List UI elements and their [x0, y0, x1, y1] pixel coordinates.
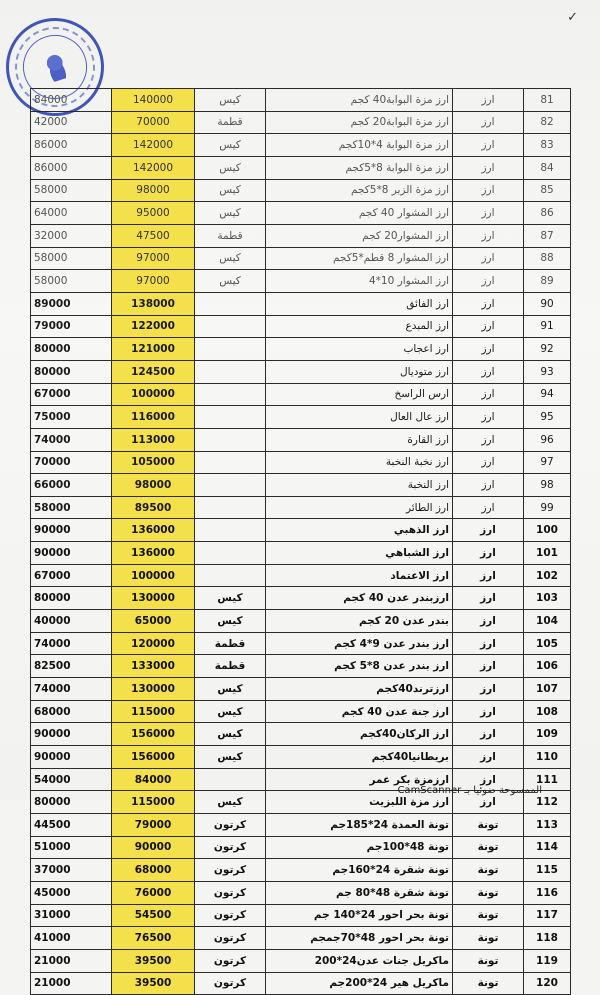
category-cell: ارز — [453, 746, 524, 769]
category-cell: تونة — [453, 836, 524, 859]
old-price-cell: 41000 — [31, 927, 112, 950]
new-price-cell: 142000 — [112, 134, 195, 157]
old-price-cell: 21000 — [31, 949, 112, 972]
row-number-cell: 108 — [524, 700, 571, 723]
category-cell: ارز — [453, 406, 524, 429]
old-price-cell: 64000 — [31, 202, 112, 225]
new-price-cell: 122000 — [112, 315, 195, 338]
category-cell: ارز — [453, 292, 524, 315]
category-cell: ارز — [453, 496, 524, 519]
unit-cell: كيس — [195, 156, 266, 179]
new-price-cell: 156000 — [112, 746, 195, 769]
category-cell: ارز — [453, 519, 524, 542]
category-cell: تونة — [453, 927, 524, 950]
table-row — [31, 383, 571, 406]
unit-cell — [195, 338, 266, 361]
row-number-cell: 97 — [524, 451, 571, 474]
table-row — [31, 360, 571, 383]
old-price-cell: 86000 — [31, 134, 112, 157]
category-cell: ارز — [453, 655, 524, 678]
old-price-cell: 68000 — [31, 700, 112, 723]
category-cell: ارز — [453, 247, 524, 270]
new-price-cell: 79000 — [112, 814, 195, 837]
table-row — [31, 156, 571, 179]
old-price-cell: 79000 — [31, 315, 112, 338]
item-name-cell: ارز بندر عدن 9*4 كجم — [266, 632, 453, 655]
new-price-cell: 100000 — [112, 564, 195, 587]
unit-cell — [195, 451, 266, 474]
unit-cell — [195, 519, 266, 542]
row-number-cell: 88 — [524, 247, 571, 270]
new-price-cell: 89500 — [112, 496, 195, 519]
item-name-cell: ارزترند40كجم — [266, 678, 453, 701]
item-name-cell: ارز بندر عدن 8*5 كجم — [266, 655, 453, 678]
old-price-cell: 75000 — [31, 406, 112, 429]
item-name-cell: ارز مزة البوابة 4*10كجم — [266, 134, 453, 157]
table-row — [31, 746, 571, 769]
unit-cell: كيس — [195, 700, 266, 723]
row-number-cell: 93 — [524, 360, 571, 383]
table-row — [31, 700, 571, 723]
new-price-cell: 97000 — [112, 247, 195, 270]
category-cell: ارز — [453, 678, 524, 701]
category-cell: ارز — [453, 451, 524, 474]
new-price-cell: 90000 — [112, 836, 195, 859]
unit-cell — [195, 406, 266, 429]
old-price-cell: 67000 — [31, 383, 112, 406]
unit-cell: كرتون — [195, 814, 266, 837]
old-price-cell: 44500 — [31, 814, 112, 837]
category-cell: ارز — [453, 111, 524, 134]
item-name-cell: ارز مزة الزبر 8*5كجم — [266, 179, 453, 202]
item-name-cell: ماكريل جنات عدن24*200 — [266, 949, 453, 972]
table-row — [31, 406, 571, 429]
unit-cell: كرتون — [195, 881, 266, 904]
new-price-cell: 124500 — [112, 360, 195, 383]
old-price-cell: 32000 — [31, 224, 112, 247]
row-number-cell: 104 — [524, 610, 571, 633]
category-cell: ارز — [453, 89, 524, 112]
category-cell: ارز — [453, 723, 524, 746]
row-number-cell: 114 — [524, 836, 571, 859]
new-price-cell: 113000 — [112, 428, 195, 451]
unit-cell: كيس — [195, 270, 266, 293]
new-price-cell: 115000 — [112, 700, 195, 723]
item-name-cell: ارز المشوار20 كجم — [266, 224, 453, 247]
old-price-cell: 58000 — [31, 247, 112, 270]
item-name-cell: ارز الطائر — [266, 496, 453, 519]
unit-cell — [195, 496, 266, 519]
row-number-cell: 91 — [524, 315, 571, 338]
old-price-cell: 84000 — [31, 89, 112, 112]
item-name-cell: ارز اعجاب — [266, 338, 453, 361]
unit-cell: قطمة — [195, 655, 266, 678]
row-number-cell: 94 — [524, 383, 571, 406]
unit-cell: كيس — [195, 247, 266, 270]
row-number-cell: 117 — [524, 904, 571, 927]
unit-cell — [195, 542, 266, 565]
item-name-cell: ارز مزة البوابة20 كجم — [266, 111, 453, 134]
old-price-cell: 31000 — [31, 904, 112, 927]
unit-cell: كرتون — [195, 859, 266, 882]
table-row — [31, 224, 571, 247]
new-price-cell: 100000 — [112, 383, 195, 406]
table-row — [31, 610, 571, 633]
table-row — [31, 292, 571, 315]
row-number-cell: 120 — [524, 972, 571, 995]
new-price-cell: 136000 — [112, 542, 195, 565]
category-cell: ارز — [453, 383, 524, 406]
unit-cell: كيس — [195, 723, 266, 746]
new-price-cell: 39500 — [112, 972, 195, 995]
table-row — [31, 904, 571, 927]
table-row — [31, 655, 571, 678]
old-price-cell: 90000 — [31, 542, 112, 565]
unit-cell: قطمة — [195, 632, 266, 655]
category-cell: ارز — [453, 564, 524, 587]
category-cell: ارز — [453, 428, 524, 451]
item-name-cell: تونة 48*100جم — [266, 836, 453, 859]
old-price-cell: 58000 — [31, 270, 112, 293]
old-price-cell: 37000 — [31, 859, 112, 882]
new-price-cell: 97000 — [112, 270, 195, 293]
category-cell: ارز — [453, 224, 524, 247]
old-price-cell: 54000 — [31, 768, 112, 791]
row-number-cell: 107 — [524, 678, 571, 701]
old-price-cell: 90000 — [31, 746, 112, 769]
table-row — [31, 881, 571, 904]
item-name-cell: ارز القارة — [266, 428, 453, 451]
table-row — [31, 247, 571, 270]
category-cell: ارز — [453, 474, 524, 497]
new-price-cell: 95000 — [112, 202, 195, 225]
scanner-footer: الممسوحة ضوئيا بـ CamScanner — [397, 785, 542, 796]
category-cell: ارز — [453, 791, 524, 814]
item-name-cell: تونة بحر احور 24*140 جم — [266, 904, 453, 927]
old-price-cell: 58000 — [31, 496, 112, 519]
table-row — [31, 814, 571, 837]
unit-cell: كيس — [195, 179, 266, 202]
category-cell: تونة — [453, 949, 524, 972]
table-row — [31, 179, 571, 202]
table-row — [31, 474, 571, 497]
price-table — [30, 88, 571, 995]
row-number-cell: 98 — [524, 474, 571, 497]
item-name-cell: ارز النخبة — [266, 474, 453, 497]
unit-cell: كرتون — [195, 836, 266, 859]
new-price-cell: 76000 — [112, 881, 195, 904]
new-price-cell: 39500 — [112, 949, 195, 972]
new-price-cell: 105000 — [112, 451, 195, 474]
new-price-cell: 115000 — [112, 791, 195, 814]
row-number-cell: 101 — [524, 542, 571, 565]
unit-cell: كيس — [195, 746, 266, 769]
item-name-cell: ارز المشوار 8 قطم*5كجم — [266, 247, 453, 270]
unit-cell — [195, 383, 266, 406]
old-price-cell: 21000 — [31, 972, 112, 995]
row-number-cell: 110 — [524, 746, 571, 769]
unit-cell: كيس — [195, 791, 266, 814]
item-name-cell: تونة شقرة 48*80 جم — [266, 881, 453, 904]
table-row — [31, 519, 571, 542]
row-number-cell: 90 — [524, 292, 571, 315]
unit-cell: كيس — [195, 89, 266, 112]
new-price-cell: 130000 — [112, 587, 195, 610]
category-cell: ارز — [453, 202, 524, 225]
item-name-cell: ارز المشوار 40 كجم — [266, 202, 453, 225]
category-cell: ارز — [453, 134, 524, 157]
category-cell: ارز — [453, 768, 524, 791]
table-row — [31, 927, 571, 950]
item-name-cell: ارز الركان40كجم — [266, 723, 453, 746]
old-price-cell: 66000 — [31, 474, 112, 497]
row-number-cell: 100 — [524, 519, 571, 542]
item-name-cell: بندر عدن 20 كجم — [266, 610, 453, 633]
category-cell: ارز — [453, 587, 524, 610]
table-row — [31, 202, 571, 225]
row-number-cell: 86 — [524, 202, 571, 225]
category-cell: ارز — [453, 542, 524, 565]
unit-cell — [195, 360, 266, 383]
category-cell: ارز — [453, 270, 524, 293]
row-number-cell: 109 — [524, 723, 571, 746]
unit-cell — [195, 428, 266, 451]
new-price-cell: 120000 — [112, 632, 195, 655]
category-cell: تونة — [453, 972, 524, 995]
new-price-cell: 156000 — [112, 723, 195, 746]
table-row — [31, 564, 571, 587]
table-row — [31, 632, 571, 655]
category-cell: تونة — [453, 881, 524, 904]
item-name-cell: ارز مزة اللبزيت — [266, 791, 453, 814]
category-cell: تونة — [453, 859, 524, 882]
row-number-cell: 84 — [524, 156, 571, 179]
item-name-cell: ارز الشباهي — [266, 542, 453, 565]
check-mark-icon: ✓ — [567, 10, 578, 25]
new-price-cell: 70000 — [112, 111, 195, 134]
table-row — [31, 859, 571, 882]
new-price-cell: 142000 — [112, 156, 195, 179]
item-name-cell: ارز مزة البوابة40 كجم — [266, 89, 453, 112]
old-price-cell: 74000 — [31, 632, 112, 655]
old-price-cell: 58000 — [31, 179, 112, 202]
row-number-cell: 106 — [524, 655, 571, 678]
row-number-cell: 119 — [524, 949, 571, 972]
category-cell: تونة — [453, 814, 524, 837]
new-price-cell: 84000 — [112, 768, 195, 791]
old-price-cell: 70000 — [31, 451, 112, 474]
item-name-cell: ارز جنة عدن 40 كجم — [266, 700, 453, 723]
row-number-cell: 89 — [524, 270, 571, 293]
item-name-cell: ارز الذهبي — [266, 519, 453, 542]
category-cell: ارز — [453, 179, 524, 202]
item-name-cell: ماكريل هير 24*200جم — [266, 972, 453, 995]
unit-cell — [195, 768, 266, 791]
item-name-cell: ارز الاعتماد — [266, 564, 453, 587]
old-price-cell: 82500 — [31, 655, 112, 678]
item-name-cell: ارز مزة البوابة 8*5كجم — [266, 156, 453, 179]
old-price-cell: 74000 — [31, 428, 112, 451]
table-row — [31, 315, 571, 338]
unit-cell: قطمة — [195, 111, 266, 134]
unit-cell: كرتون — [195, 949, 266, 972]
item-name-cell: تونة شقرة 24*160جم — [266, 859, 453, 882]
item-name-cell: ارز المشوار 10*4 — [266, 270, 453, 293]
table-row — [31, 678, 571, 701]
old-price-cell: 86000 — [31, 156, 112, 179]
table-row — [31, 496, 571, 519]
item-name-cell: ارزبندر عدن 40 كجم — [266, 587, 453, 610]
row-number-cell: 102 — [524, 564, 571, 587]
new-price-cell: 121000 — [112, 338, 195, 361]
old-price-cell: 90000 — [31, 723, 112, 746]
table-row — [31, 338, 571, 361]
price-table-body — [31, 89, 571, 995]
new-price-cell: 98000 — [112, 179, 195, 202]
new-price-cell: 136000 — [112, 519, 195, 542]
new-price-cell: 138000 — [112, 292, 195, 315]
old-price-cell: 45000 — [31, 881, 112, 904]
category-cell: ارز — [453, 360, 524, 383]
item-name-cell: ارز الفائق — [266, 292, 453, 315]
category-cell: ارز — [453, 632, 524, 655]
row-number-cell: 116 — [524, 881, 571, 904]
new-price-cell: 133000 — [112, 655, 195, 678]
unit-cell: كيس — [195, 587, 266, 610]
unit-cell: كيس — [195, 678, 266, 701]
row-number-cell: 92 — [524, 338, 571, 361]
item-name-cell: ارز عال العال — [266, 406, 453, 429]
row-number-cell: 112 — [524, 791, 571, 814]
row-number-cell: 83 — [524, 134, 571, 157]
category-cell: ارز — [453, 610, 524, 633]
table-row — [31, 723, 571, 746]
new-price-cell: 54500 — [112, 904, 195, 927]
item-name-cell: تونة بحر احور 48*70جمجم — [266, 927, 453, 950]
table-row — [31, 428, 571, 451]
item-name-cell: بريطانيا40كجم — [266, 746, 453, 769]
old-price-cell: 42000 — [31, 111, 112, 134]
unit-cell: كيس — [195, 134, 266, 157]
table-row — [31, 451, 571, 474]
row-number-cell: 111 — [524, 768, 571, 791]
old-price-cell: 80000 — [31, 360, 112, 383]
table-row — [31, 111, 571, 134]
row-number-cell: 82 — [524, 111, 571, 134]
table-row — [31, 134, 571, 157]
unit-cell: قطمة — [195, 224, 266, 247]
new-price-cell: 130000 — [112, 678, 195, 701]
category-cell: ارز — [453, 338, 524, 361]
row-number-cell: 115 — [524, 859, 571, 882]
item-name-cell: تونة العمدة 24*185جم — [266, 814, 453, 837]
table-row — [31, 836, 571, 859]
row-number-cell: 118 — [524, 927, 571, 950]
table-row — [31, 972, 571, 995]
old-price-cell: 80000 — [31, 338, 112, 361]
unit-cell — [195, 292, 266, 315]
category-cell: ارز — [453, 156, 524, 179]
old-price-cell: 74000 — [31, 678, 112, 701]
category-cell: ارز — [453, 315, 524, 338]
new-price-cell: 116000 — [112, 406, 195, 429]
unit-cell — [195, 564, 266, 587]
unit-cell: كيس — [195, 610, 266, 633]
new-price-cell: 47500 — [112, 224, 195, 247]
unit-cell: كيس — [195, 202, 266, 225]
old-price-cell: 80000 — [31, 587, 112, 610]
old-price-cell: 90000 — [31, 519, 112, 542]
unit-cell — [195, 474, 266, 497]
old-price-cell: 80000 — [31, 791, 112, 814]
item-name-cell: ارس الراسخ — [266, 383, 453, 406]
row-number-cell: 87 — [524, 224, 571, 247]
table-row — [31, 587, 571, 610]
category-cell: ارز — [453, 700, 524, 723]
unit-cell: كرتون — [195, 927, 266, 950]
old-price-cell: 51000 — [31, 836, 112, 859]
unit-cell: كرتون — [195, 972, 266, 995]
new-price-cell: 140000 — [112, 89, 195, 112]
row-number-cell: 105 — [524, 632, 571, 655]
table-row — [31, 542, 571, 565]
new-price-cell: 98000 — [112, 474, 195, 497]
new-price-cell: 65000 — [112, 610, 195, 633]
unit-cell — [195, 315, 266, 338]
row-number-cell: 96 — [524, 428, 571, 451]
row-number-cell: 99 — [524, 496, 571, 519]
category-cell: تونة — [453, 904, 524, 927]
old-price-cell: 40000 — [31, 610, 112, 633]
new-price-cell: 76500 — [112, 927, 195, 950]
item-name-cell: ارزمزة بكر عمر — [266, 768, 453, 791]
row-number-cell: 103 — [524, 587, 571, 610]
row-number-cell: 113 — [524, 814, 571, 837]
item-name-cell: ارز نخبة النخبة — [266, 451, 453, 474]
table-row — [31, 270, 571, 293]
item-name-cell: ارز متوديال — [266, 360, 453, 383]
table-row — [31, 949, 571, 972]
unit-cell: كرتون — [195, 904, 266, 927]
old-price-cell: 89000 — [31, 292, 112, 315]
old-price-cell: 67000 — [31, 564, 112, 587]
row-number-cell: 85 — [524, 179, 571, 202]
new-price-cell: 68000 — [112, 859, 195, 882]
row-number-cell: 81 — [524, 89, 571, 112]
table-row — [31, 89, 571, 112]
item-name-cell: ارز المبدع — [266, 315, 453, 338]
row-number-cell: 95 — [524, 406, 571, 429]
